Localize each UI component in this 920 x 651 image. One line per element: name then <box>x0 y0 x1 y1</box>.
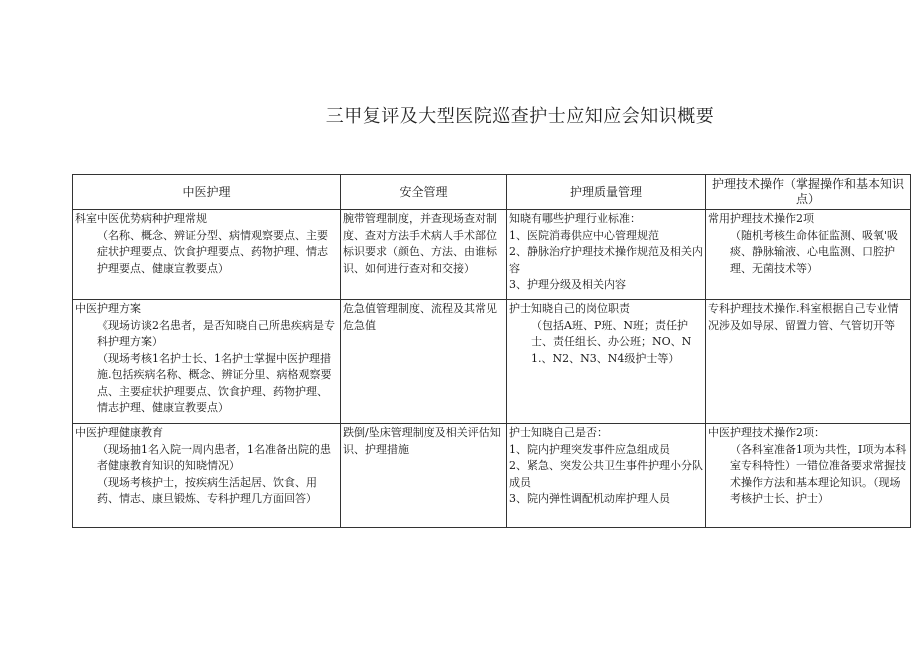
cell-heading: 护士知晓自己是否： <box>509 426 608 439</box>
table-cell <box>73 424 341 528</box>
list-item: 3、院内弹性调配机动库护理人员 <box>509 492 670 505</box>
table-cell <box>507 300 706 424</box>
cell-heading: 科室中医优势病种护理常规 <box>75 212 207 225</box>
list-item: 2、静脉治疗护理技术操作规范及相关内容 <box>509 245 703 275</box>
cell-text: （现场考核护士，按疾病生活起居、饮食、用药、情志、康旦锻炼、专科护理几方面回答） <box>97 475 317 505</box>
cell-heading: 中医护理技术操作2项： <box>708 426 825 439</box>
cell-text: （随机考核生命体征监测、吸氧'吸痰、静脉输液、心电监测、口腔护理、无菌技术等） <box>730 228 899 275</box>
knowledge-table <box>72 174 911 528</box>
cell-heading: 常用护理技术操作2项 <box>708 212 814 225</box>
page-title: 三甲复评及大型医院巡查护士应知应会知识概要 <box>325 106 715 127</box>
cell-heading: 护士知晓自己的岗位职责 <box>509 302 630 315</box>
table-cell <box>706 424 911 528</box>
table-cell <box>341 424 507 528</box>
table-row <box>73 424 911 528</box>
cell-heading: 中医护理方案 <box>75 302 141 315</box>
cell-text: 专科护理技术操作.科室根据自己专业情况涉及如导尿、留置力管、气管切开等 <box>708 302 899 332</box>
header-quality-management: 护理质量管理 <box>507 175 706 210</box>
cell-text: （名称、概念、辨证分型、病情观察要点、主要症状护理要点、饮食护理要点、药物护理、情志护理要点、健康宣教要点） <box>97 228 328 275</box>
knowledge-table-container <box>72 174 910 528</box>
cell-text: （包括A班、P班、N班；责任护士、责任组长、办公班；NO、N1.、N2、N3、N4级护士等） <box>531 318 692 365</box>
cell-text: 危急值管理制度、流程及其常见危急值 <box>343 302 497 332</box>
list-item: 1、医院消毒供应中心管理规范 <box>509 228 659 242</box>
table-cell <box>73 210 341 300</box>
header-safety-management: 安全管理 <box>341 175 507 210</box>
table-cell <box>706 210 911 300</box>
table-cell <box>341 300 507 424</box>
list-item: 2、紧急、突发公共卫生事件护理小分队成员 <box>509 459 703 489</box>
cell-heading: 知晓有哪些护理行业标准： <box>509 212 641 225</box>
table-cell <box>341 210 507 300</box>
cell-text: 腕带管理制度，并查现场查对制度、查对方法手术病人手术部位标识要求（颜色、方法、由谁标识、如何进行查对和交接） <box>343 212 497 275</box>
table-cell <box>706 300 911 424</box>
list-item: 3、护理分级及相关内容 <box>509 278 626 291</box>
list-item: 1、院内护理突发事件应急组成员 <box>509 442 670 456</box>
header-technical-operation: 护理技术操作（掌握操作和基本知识点） <box>706 175 911 210</box>
cell-text: 《现场访谈2名患者，是否知晓自己所患疾病是专科护理方案） <box>97 318 335 348</box>
table-row <box>73 210 911 300</box>
table-cell <box>507 424 706 528</box>
table-header-row <box>73 175 911 210</box>
cell-text: （现场考核1名护士长、1名护士掌握中医护理措施.包括疾病名称、概念、辨证分里、病格观察要点、主要症状护理要点、饮食护理、药物护理、情志护理、健康宣教要点） <box>97 351 332 414</box>
header-tcm-nursing: 中医护理 <box>73 175 341 210</box>
cell-text: 跌倒/坠床管理制度及相关评估知识、护理措施 <box>343 426 501 456</box>
table-row <box>73 300 911 424</box>
table-cell <box>507 210 706 300</box>
cell-text: （现场抽1名入院一周内患者，1名准备出院的患者健康教育知识的知晓情况） <box>97 442 331 472</box>
table-cell <box>73 300 341 424</box>
cell-text: （各科室准备1项为共性，I项为本科室专科特性）一错位准备要求常握技术操作方法和基本理论知识。（现场考核护士长、护士） <box>730 442 907 505</box>
cell-heading: 中医护理健康教育 <box>75 426 163 439</box>
